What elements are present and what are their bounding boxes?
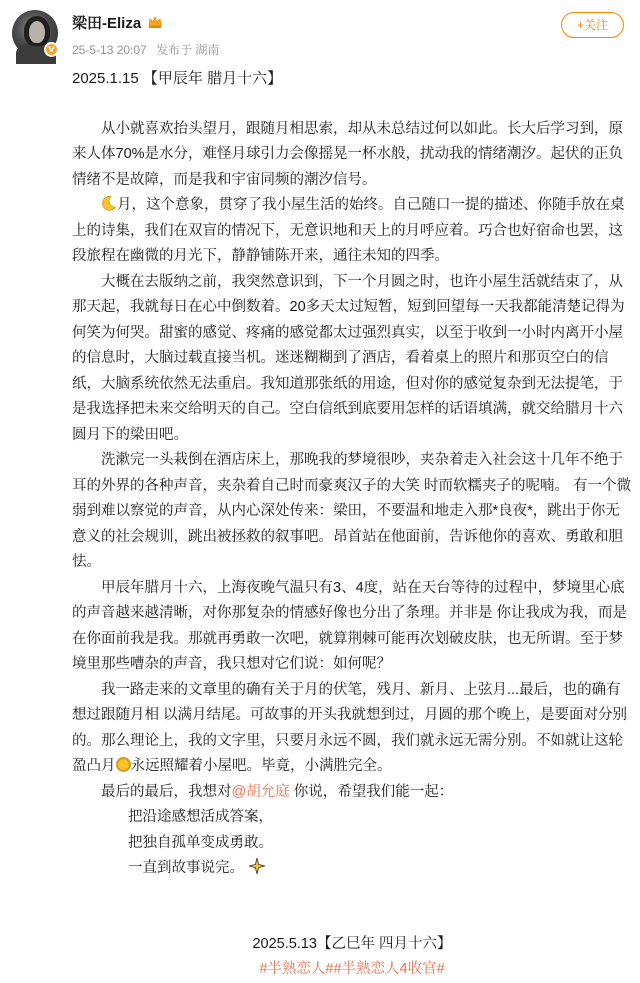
closing-date: 2025.5.13【乙巳年 四月十六】 — [252, 935, 452, 952]
sparkle-icon — [248, 857, 266, 875]
username[interactable]: 梁田-Eliza — [72, 15, 142, 32]
follow-button[interactable]: +关注 — [561, 12, 624, 38]
spacer — [72, 92, 632, 117]
spacer — [72, 882, 632, 907]
poem-line-3 — [72, 856, 632, 882]
poem-line-1: 把沿途感想活成答案， — [128, 809, 273, 825]
post-header — [0, 0, 640, 62]
paragraph-2-text: 月，这个意象，贯穿了我小屋生活的始终。自己随口一提的描述、你随手放在桌上的诗集，我们在双盲的情况下，无意识地和天上的月呼应着。巧合也好宿命也罢，这段旅程在幽微的月光下，静静铺陈开来，通往未知的四季。 — [72, 197, 625, 264]
paragraph-7-before: 最后的最后，我想对 — [101, 783, 232, 800]
post-date-line: 2025.1.15 【甲辰年 腊月十六】 — [72, 70, 283, 87]
avatar-face — [29, 21, 45, 43]
paragraph-7-after: 你说，希望我们能一起： — [289, 783, 454, 800]
paragraph-6-text-a: 我一路走来的文章里的确有关于月的伏笔，残月、新月、上弦月...最后，也的确有想过跟随月相 以满月结尾。可故事的开头我就想到过，月圆的那个晚上，是要面对分别的。那么理论上，我的文字里，只要月永远不圆，我们就永远无需分别。不如就让这轮盈凸月 — [72, 681, 628, 774]
paragraph-4: 洗漱完一头栽倒在酒店床上，那晚我的梦境很吵，夹杂着走入社会这十几年不绝于耳的外界的各种声音，夹杂着自己时而豪爽汉子的大笑 时而软糯夹子的呢喃。 有一个微弱到难以察觉的声音，从内心深处传来：梁田，不要温和地走入那*良夜*，跳出于你无意义的社会规训，跳出被拯救的叙事吧。昂首站在他面前，告诉他你的喜欢、勇敢和胆怯。 — [72, 452, 632, 570]
paragraph-6-text-b: 永远照耀着小屋吧。毕竟，小满胜完全。 — [130, 758, 392, 774]
post-meta — [72, 41, 225, 58]
paragraph-6 — [72, 678, 632, 780]
post-body — [72, 66, 632, 983]
paragraph-7 — [72, 780, 632, 806]
crown-icon — [147, 14, 163, 30]
poem-line-3-text: 一直到故事说完。 — [128, 860, 244, 876]
hashtag-links[interactable]: #半熟恋人##半熟恋人4收官# — [259, 961, 445, 977]
paragraph-3: 大概在去版纳之前，我突然意识到，下一个月圆之时，也许小屋生活就结束了，从那天起，我就每日在心中倒数着。20多天太过短暂，短到回望每一天我都能清楚记得为何笑为何哭。甜蜜的感觉、疼痛的感觉都太过强烈真实，以至于收到一小时内离开小屋的信息时，大脑过载直接当机。迷迷糊糊到了酒店，看着桌上的照片和那页空白的信纸，大脑系统依然无法重启。我知道那张纸的用途，但对你的感觉复杂到无法提笔，于是我选择把未来交给明天的自己。空白信纸到底要用怎样的话语填满，就交给腊月十六圆月下的梁田吧。 — [72, 273, 625, 443]
paragraph-1: 从小就喜欢抬头望月，跟随月相思索，却从未总结过何以如此。长大后学习到，原来人体70%是水分，难怪月球引力会像摇晃一杯水般，扰动我的情绪潮汐。起伏的正负情绪不是故障，而是我和宇宙同频的潮汐信号。 — [72, 120, 624, 188]
paragraph-5: 甲辰年腊月十六，上海夜晚气温只有3、4度，站在天台等待的过程中，梦境里心底的声音越来越清晰，对你那复杂的情感好像也分出了条理。并非是 你让我成为我，而是 在你面前我是我。那就再勇敢一次吧，就算荆棘可能再次划破皮肤，也无所谓。至于梦境里那些嘈杂的声音，我只想对它们说：如何呢？ — [72, 579, 628, 672]
paragraph-2 — [72, 193, 632, 270]
post-timestamp[interactable]: 25-5-13 20:07 — [72, 43, 147, 57]
waxing-gibbous-moon-icon — [116, 757, 131, 772]
user-mention-link[interactable]: @胡允庭 — [231, 783, 290, 800]
spacer — [72, 907, 632, 932]
verified-badge-icon: V — [44, 42, 59, 57]
post-source: 发布于 湖南 — [156, 43, 220, 57]
poem-line-2: 把独自孤单变成勇敢。 — [128, 834, 273, 851]
crescent-moon-icon — [101, 195, 117, 211]
